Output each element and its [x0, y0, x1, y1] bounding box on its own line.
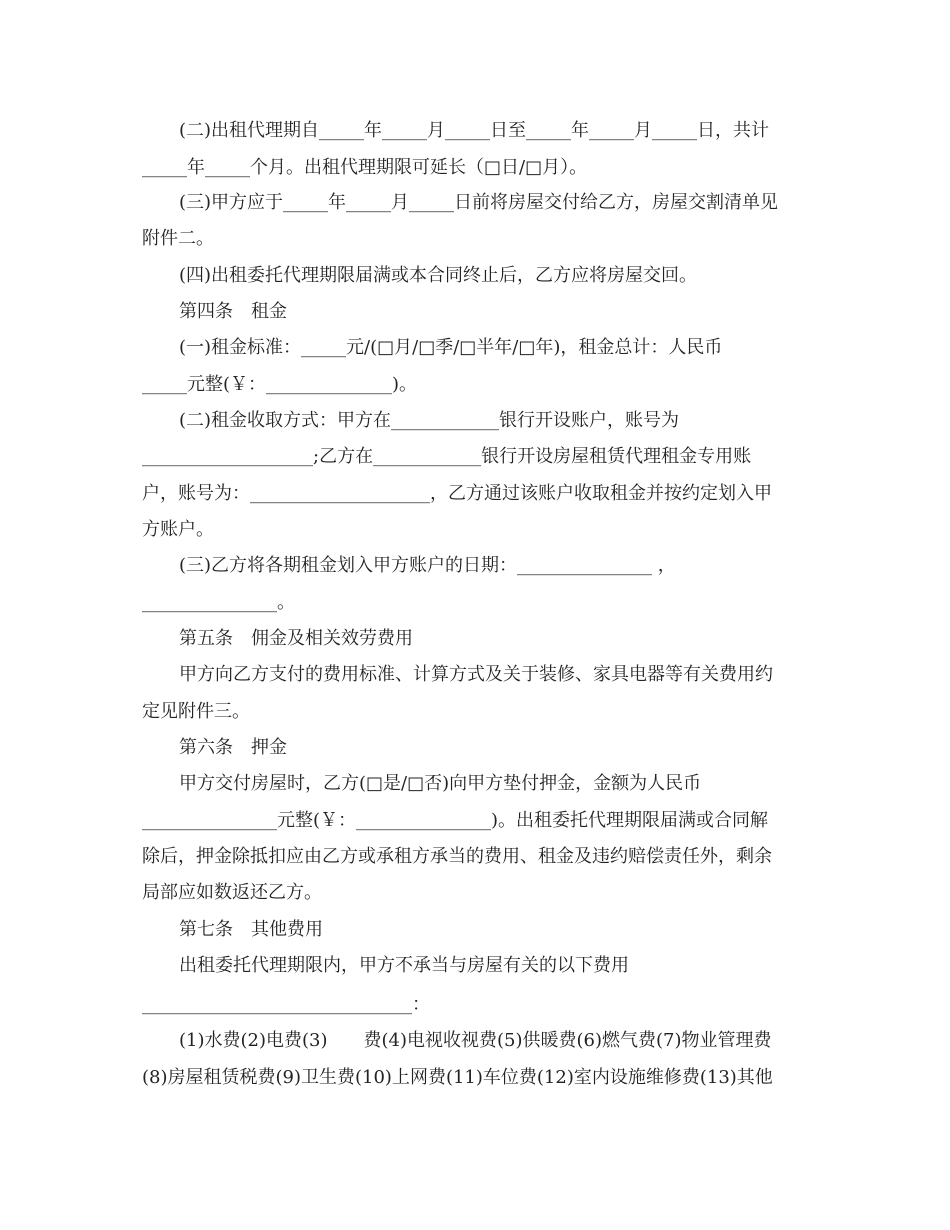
text-line: 附件二。 — [142, 228, 214, 249]
text-line: 甲方交付房屋时，乙方(□是/□否)向甲方垫付押金，金额为人民币 — [179, 773, 702, 794]
text-line: _______________元整(￥：_______________)。出租委托代理期限届满或合同解 — [142, 810, 769, 831]
text-line: 出租委托代理期限内，甲方不承当与房屋有关的以下费用 — [179, 955, 629, 976]
text-line: (二)出租代理期自_____年_____月_____日至_____年_____月_____日，共计 — [179, 120, 770, 141]
section-heading: 第五条 佣金及相关效劳费用 — [179, 628, 413, 649]
text-line: _____元整(￥：______________)。 — [142, 374, 418, 395]
text-line: 局部应如数返还乙方。 — [142, 882, 322, 903]
text-line: (三)乙方将各期租金划入甲方账户的日期：_______________ ， — [179, 555, 676, 576]
text-line: _____年_____个月。出租代理期限可延长（□日/□月）。 — [142, 157, 588, 178]
text-line: 甲方向乙方支付的费用标准、计算方式及关于装修、家具电器等有关费用约 — [179, 664, 773, 685]
text-line: _______________。 — [142, 592, 295, 613]
text-line: (1)水费(2)电费(3) 费(4)电视收视费(5)供暖费(6)燃气费(7)物业管理费 — [179, 1030, 772, 1051]
text-line: (四)出租委托代理期限届满或本合同终止后，乙方应将房屋交回。 — [179, 265, 698, 286]
text-line: 除后，押金除抵扣应由乙方或承租方承当的费用、租金及违约赔偿责任外，剩余 — [142, 846, 772, 867]
text-line: (8)房屋租赁税费(9)卫生费(10)上网费(11)车位费(12)室内设施维修费(13)其他 — [142, 1067, 773, 1088]
text-line: ______________________________： — [142, 994, 430, 1015]
text-line: ___________________;乙方在____________银行开设房屋租赁代理租金专用账 — [142, 446, 752, 467]
text-line: (一)租金标准：_____元/(□月/□季/□半年/□年)，租金总计：人民币 — [179, 337, 723, 358]
section-heading: 第四条 租金 — [179, 301, 287, 322]
text-line: (二)租金收取方式：甲方在____________银行开设账户，账号为 — [179, 410, 680, 431]
text-line: 定见附件三。 — [142, 701, 250, 722]
text-line: (三)甲方应于_____年_____月_____日前将房屋交付给乙方，房屋交割清单见 — [179, 192, 779, 213]
section-heading: 第六条 押金 — [179, 737, 287, 758]
text-line: 户，账号为：____________________，乙方通过该账户收取租金并按约定划入甲 — [142, 483, 772, 504]
section-heading: 第七条 其他费用 — [179, 919, 323, 940]
text-line: 方账户。 — [142, 519, 214, 540]
